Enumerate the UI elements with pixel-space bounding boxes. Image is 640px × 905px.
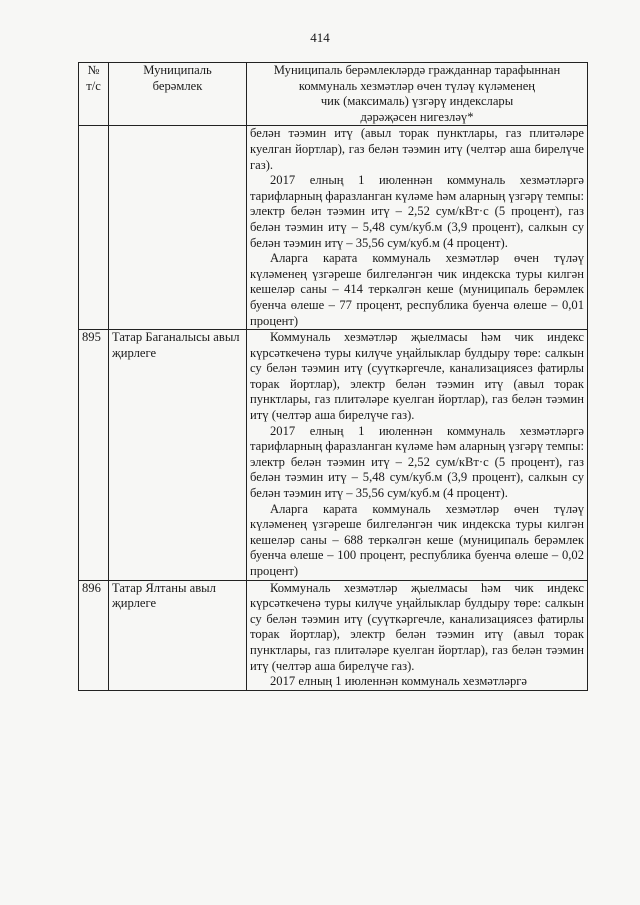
paragraph: 2017 елның 1 июленнән коммуналь хезмәтләргә тарифларның фаразланган күләме һәм аларның үзгәрү темпы: электр белән тәэмин итү – 2,52 сум/кВт·с (5 процент), газ белән тәэмин итү – 5,48 сум/куб.м (3,9 процент), салкын су белән тәэмин итү – 35,56 сум/куб.м (4 процент). [250,173,584,250]
municipality-name [109,126,247,330]
header-description: Муниципаль берәмлекләрдә гражданнар тарафыннан коммуналь хезмәтләр өчен түләү күләменең чик (максималь) үзгәрү индекслары дәрәҗәсен нигезләү* [247,63,588,126]
paragraph: 2017 елның 1 июленнән коммуналь хезмәтләргә тарифларның фаразланган күләме һәм аларның үзгәрү темпы: электр белән тәэмин итү – 2,52 сум/кВт·с (5 процент), газ белән тәэмин итү – 5,48 сум/куб.м (3,9 процент), салкын су белән тәэмин итү – 35,56 сум/куб.м (4 процент). [250,423,584,501]
row-number: 896 [79,580,109,690]
paragraph: Аларга карата коммуналь хезмәтләр өчен түләү күләменең үзгәреше билгеләнгән чик индекска туры килгән кешеләр саны – 688 теркәлгән кеше (муниципаль берәмлек буенча өлеше – 100 процент, республика буенча өлеше – 0,02 процент) [250,501,584,578]
page-number: 414 [310,30,330,45]
paragraph: белән тәэмин итү (авыл торак пунктлары, газ плитәләре куелган йортлар), газ белән тәэмин итү (челтәр аша бирелүче газ). [250,126,584,172]
municipality-name: Татар Ялтаны авыл җирлеге [109,580,247,690]
table-body [79,126,588,690]
paragraph: Коммуналь хезмәтләр җыелмасы һәм чик индекс күрсәткеченә туры килүче уңайлыклар булдыру төре: салкын су белән тәэмин итү (суүткәргечле, канализациясез фатирлы торак йортлар), электр белән тәэмин итү (авыл торак пунктлары, газ плитәләре куелган йортлар), газ белән тәэмин итү (челтәр аша бирелүче газ). [250,580,584,673]
row-number: 895 [79,330,109,581]
table-row [79,580,588,690]
row-number [79,126,109,330]
header-number: № т/с [79,63,109,126]
tariff-index-table [78,62,588,691]
table-header [79,63,588,126]
paragraph: Аларга карата коммуналь хезмәтләр өчен түләү күләменең үзгәреше билгеләнгән чик индекска туры килгән кешеләр саны – 414 теркәлгән кеше (муниципаль берәмлек буенча өлеше – 77 процент, республика буенча өлеше – 0,01 процент) [250,251,584,328]
row-description [247,580,588,690]
table-row [79,126,588,330]
row-description [247,126,588,330]
paragraph: 2017 елның 1 июленнән коммуналь хезмәтләргә [270,674,527,689]
municipality-name: Татар Баганалысы авыл җирлеге [109,330,247,581]
row-description [247,330,588,581]
table-row [79,330,588,581]
header-municipality: Муниципаль берәмлек [109,63,247,126]
paragraph: Коммуналь хезмәтләр җыелмасы һәм чик индекс күрсәткеченә туры килүче уңайлыклар булдыру төре: салкын су белән тәэмин итү (суүткәргечле, канализациясез фатирлы торак йортлар), электр белән тәэмин итү (авыл торак пунктлары, газ плитәләре куелган йортлар), газ белән тәэмин итү (челтәр аша бирелүче газ). [250,330,584,423]
